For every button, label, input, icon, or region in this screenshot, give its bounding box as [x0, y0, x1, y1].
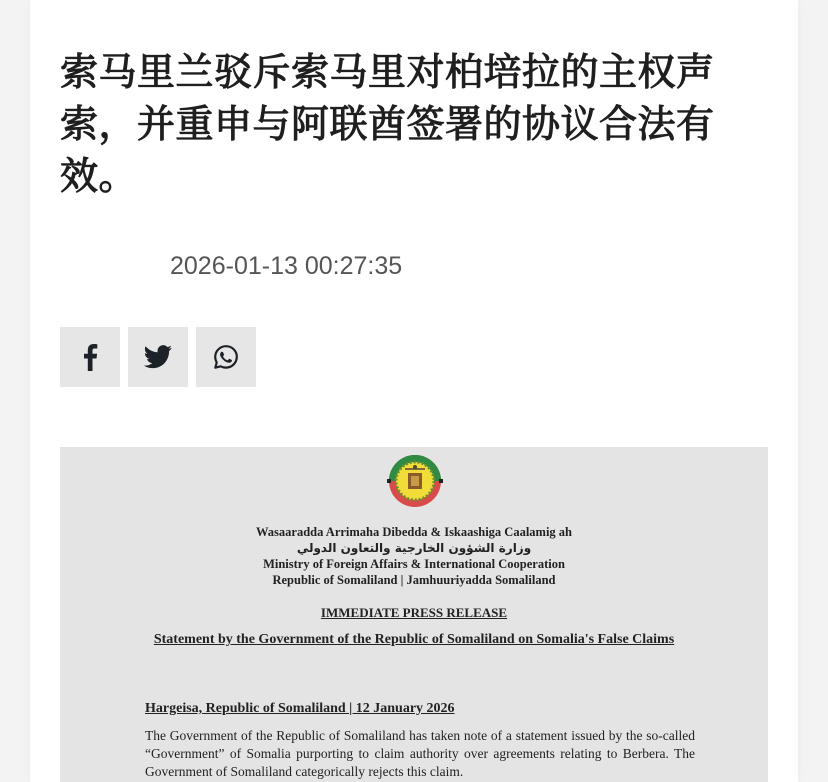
ministry-name-english: Ministry of Foreign Affairs & International Cooperation — [263, 557, 565, 571]
facebook-share-button[interactable] — [60, 327, 120, 387]
press-release-image — [60, 447, 768, 782]
ministry-name-arabic: وزارة الشؤون الخارجية والتعاون الدولي — [296, 541, 532, 555]
twitter-share-button[interactable] — [128, 327, 188, 387]
article-card — [30, 0, 798, 782]
dateline: Hargeisa, Republic of Somaliland | 12 January 2026 — [145, 701, 455, 716]
twitter-icon — [143, 345, 173, 369]
whatsapp-share-button[interactable] — [196, 327, 256, 387]
share-bar — [60, 327, 256, 387]
republic-name: Republic of Somaliland | Jamhuuriyadda Somaliland — [272, 573, 556, 587]
whatsapp-icon — [212, 343, 240, 371]
facebook-icon — [82, 343, 98, 371]
statement-title: Statement by the Government of the Republic of Somaliland on Somalia's False Claims — [153, 632, 675, 647]
somaliland-emblem-icon — [387, 451, 443, 515]
ministry-name-somali: Wasaaradda Arrimaha Dibedda & Iskaashiga Caalamig ah — [255, 525, 573, 539]
statement-body: The Government of the Republic of Somaliland has taken note of a statement issued by the so-called “Government” of Somalia purporting to claim authority over agreements relating to Berbera. The Government of Somaliland categorically rejects this claim. — [145, 728, 695, 779]
article-title: 索马里兰驳斥索马里对柏培拉的主权声索，并重申与阿联酋签署的协议合法有效。 — [60, 50, 715, 198]
publish-date: 2026-01-13 00:27:35 — [170, 252, 403, 280]
press-release-label: IMMEDIATE PRESS RELEASE — [320, 605, 508, 620]
